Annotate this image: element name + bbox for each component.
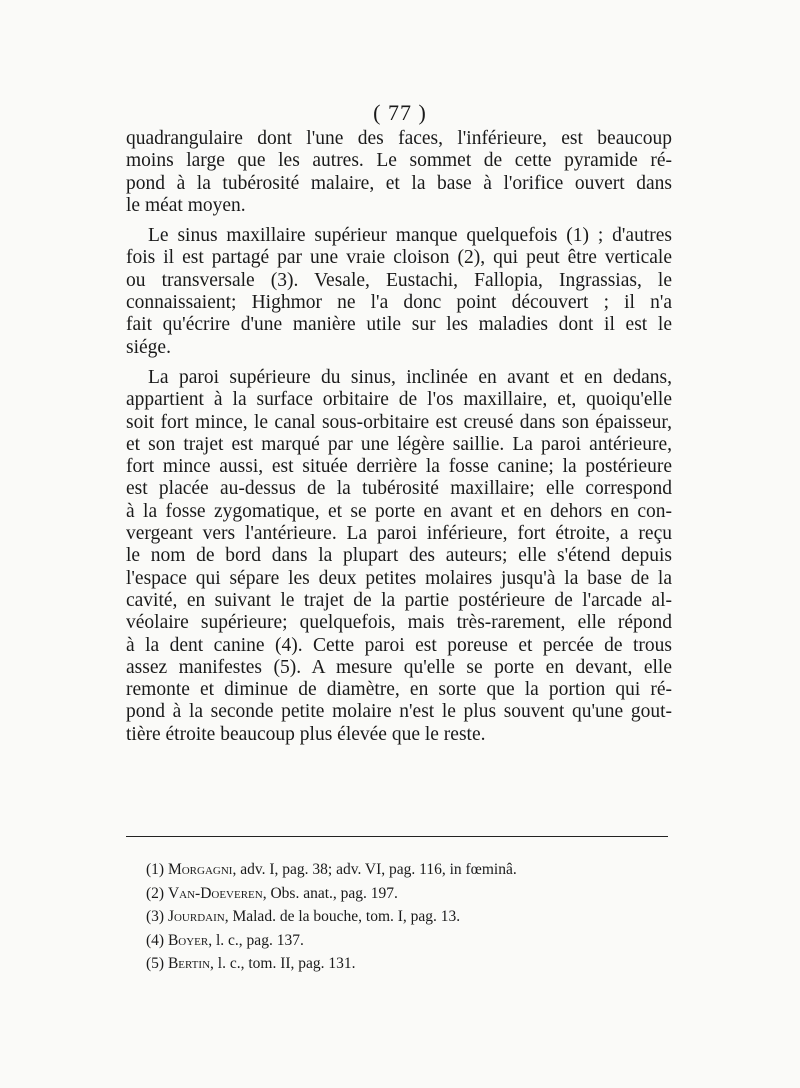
text-line: à la dent canine (4). Cette paroi est poreuse et percée de trous (126, 634, 672, 656)
text-line: le nom de bord dans la plupart des auteurs; elle s'étend depuis (126, 545, 672, 567)
footnote-5 (146, 952, 666, 976)
text-line: le méat moyen. (126, 194, 246, 216)
text-line: quadrangulaire dont l'une des faces, l'inférieure, est beaucoup (126, 128, 672, 149)
footnote-reference: , l. c., tom. II, pag. 131. (210, 955, 356, 972)
body-text (126, 128, 672, 746)
paragraph-2 (126, 225, 672, 359)
footnote-number: (1) (146, 861, 165, 878)
text-line: assez manifestes (5). A mesure qu'elle se porte en devant, elle (126, 656, 672, 678)
text-line: remonte et diminue de diamètre, en sorte que la portion qui ré- (126, 679, 672, 701)
footnote-number: (2) (146, 884, 165, 902)
text-line: cavité, en suivant le trajet de la partie postérieure de l'arcade al- (126, 589, 672, 611)
text-line: fois il est partagé par une vraie cloison (2), qui peut être verticale (126, 247, 672, 269)
text-line: vergeant vers l'antérieure. La paroi inférieure, fort étroite, a reçu (126, 523, 672, 545)
page-number: ( 77 ) (373, 100, 427, 125)
footnote-reference: , adv. I, pag. 38; adv. VI, pag. 116, in fœminâ. (232, 861, 517, 878)
footnote-author: Boyer (167, 931, 209, 949)
text-line: soit fort mince, le canal sous-orbitaire est creusé dans son épaisseur, (126, 411, 672, 433)
text-line: fort mince aussi, est située derrière la fosse canine; la postérieure (126, 456, 672, 478)
footnote-author: Bertin (167, 955, 211, 972)
text-line: ou transversale (3). Vesale, Eustachi, Fallopia, Ingrassias, le (126, 269, 672, 291)
footnote-reference: , l. c., pag. 137. (208, 931, 304, 949)
text-line: à la fosse zygomatique, et se porte en avant et en dehors en con- (126, 500, 672, 522)
paragraph-1 (126, 128, 672, 217)
text-line: siége. (126, 336, 171, 358)
footnote-4 (146, 929, 666, 953)
footnote-author: Morgagni (167, 861, 233, 878)
text-line: Le sinus maxillaire supérieur manque quelquefois (1) ; d'autres (148, 225, 672, 247)
text-line: l'espace qui sépare les deux petites molaires jusqu'à la base de la (126, 567, 672, 589)
footnote-number: (3) (146, 908, 165, 925)
text-line: La paroi supérieure du sinus, inclinée en avant et en dedans, (148, 366, 672, 388)
text-line: appartient à la surface orbitaire de l'os maxillaire, et, quoiqu'elle (126, 389, 672, 411)
text-line: pond à la tubérosité malaire, et la base à l'orifice ouvert dans (126, 172, 672, 194)
footnote-1 (146, 858, 666, 882)
paragraph-3 (126, 367, 672, 746)
text-line: véolaire supérieure; quelquefois, mais très-rarement, elle répond (126, 612, 672, 634)
footnote-2 (146, 882, 666, 906)
footnote-number: (5) (146, 955, 165, 972)
footnote-reference: , Malad. de la bouche, tom. I, pag. 13. (224, 908, 461, 925)
footnote-author: Jourdain (167, 908, 225, 925)
footnote-rule (126, 836, 668, 837)
footnote-number: (4) (146, 931, 165, 949)
footnote-author: Van-Doeveren (167, 884, 263, 902)
footnote-3 (146, 905, 666, 929)
text-line: fait qu'écrire d'une manière utile sur les maladies dont il est le (126, 314, 672, 336)
text-line: moins large que les autres. Le sommet de cette pyramide ré- (126, 150, 672, 172)
text-line: est placée au-dessus de la tubérosité maxillaire; elle correspond (126, 478, 672, 500)
text-line: et son trajet est marqué par une légère saillie. La paroi antérieure, (126, 433, 672, 455)
footnote-reference: , Obs. anat., pag. 197. (262, 884, 398, 902)
text-line: tière étroite beaucoup plus élevée que le reste. (126, 723, 486, 745)
text-line: connaissaient; Highmor ne l'a donc point découvert ; il n'a (126, 292, 672, 314)
footnotes (146, 858, 666, 976)
text-line: pond à la seconde petite molaire n'est le plus souvent qu'une gout- (126, 701, 672, 723)
